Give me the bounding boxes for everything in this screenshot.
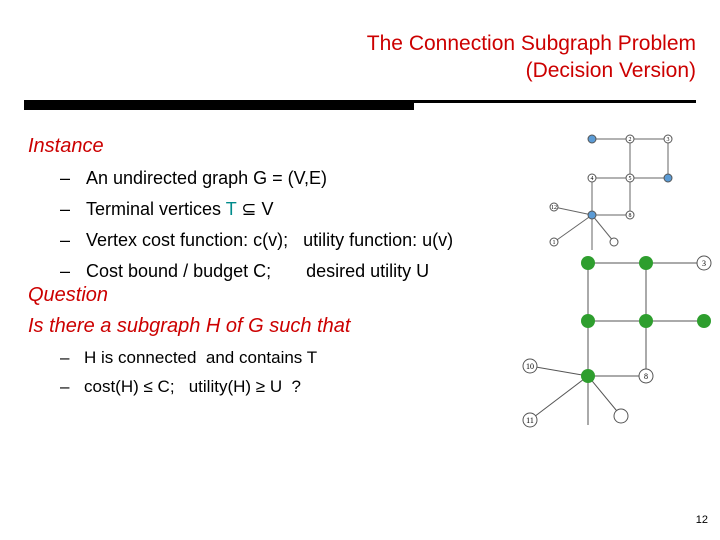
- node-label: 2: [628, 137, 632, 143]
- terminal-node: [588, 211, 596, 219]
- edge: [530, 376, 588, 420]
- graph-node: [614, 409, 628, 423]
- node-label: 4: [590, 176, 594, 182]
- page-number: 12: [695, 514, 708, 526]
- instance-item-text: Terminal vertices: [86, 199, 226, 219]
- bullet-dash: –: [60, 199, 71, 219]
- selected-node: [581, 314, 595, 328]
- question-text: Is there a subgraph H of G such that: [28, 315, 351, 337]
- graph-subgraph-nodes: [523, 256, 711, 427]
- selected-node: [639, 256, 653, 270]
- edge: [588, 376, 621, 416]
- node-label: 1: [552, 240, 556, 246]
- question-item-text: cost(H) ≤ C; utility(H) ≥ U ?: [84, 377, 302, 396]
- graph-node: [610, 238, 618, 246]
- subset-text: ⊆ V: [236, 199, 274, 219]
- bullet-dash: –: [60, 377, 70, 396]
- edge: [592, 215, 614, 242]
- question-item-text: H is connected and contains T: [84, 348, 318, 367]
- node-label: 12: [551, 205, 557, 211]
- question-heading: Question: [28, 284, 109, 306]
- node-label: 10: [526, 362, 534, 371]
- instance-item-text: Vertex cost function: c(v); utility function: u(v): [86, 230, 454, 250]
- graph-full-nodes: [550, 135, 672, 246]
- instance-heading: Instance: [28, 135, 104, 157]
- node-label: 8: [628, 213, 632, 219]
- bullet-dash: –: [60, 261, 71, 281]
- node-label: 5: [628, 176, 632, 182]
- node-label: 8: [644, 372, 648, 381]
- instance-item-text: An undirected graph G = (V,E): [86, 168, 327, 188]
- edge: [554, 215, 592, 242]
- title-line-1: The Connection Subgraph Problem: [366, 32, 696, 55]
- selected-node: [581, 256, 595, 270]
- edge: [530, 366, 588, 376]
- node-label: 3: [702, 259, 706, 268]
- edge: [554, 207, 592, 215]
- selected-node: [697, 314, 711, 328]
- node-label: 3: [666, 137, 670, 143]
- bullet-dash: –: [60, 348, 70, 367]
- selected-node: [639, 314, 653, 328]
- bullet-dash: –: [60, 230, 71, 250]
- bullet-dash: –: [60, 168, 71, 188]
- terminal-set-symbol: T: [225, 199, 237, 219]
- terminal-node: [664, 174, 672, 182]
- title-line-2: (Decision Version): [525, 59, 696, 82]
- graph-full: [554, 139, 668, 250]
- graph-subgraph: [530, 263, 704, 425]
- terminal-node: [588, 135, 596, 143]
- selected-node: [581, 369, 595, 383]
- node-label: 11: [526, 416, 534, 425]
- instance-item-text: Cost bound / budget C; desired utility U: [86, 261, 430, 281]
